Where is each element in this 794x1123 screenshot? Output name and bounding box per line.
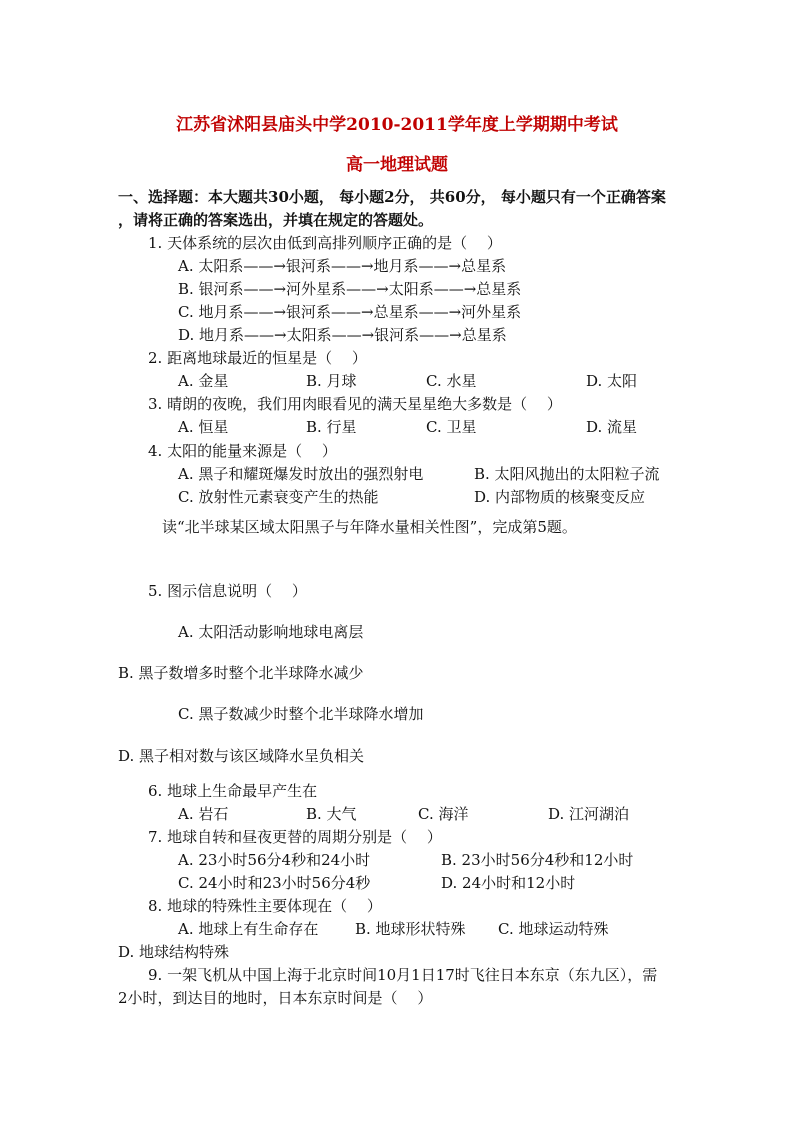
question-4-option-a: A. 黑子和耀斑爆发时放出的强烈射电 [178,465,424,483]
question-8-option-a: A. 地球上有生命存在 [178,920,319,938]
section-heading-line1: 一、选择题：本大题共30小题， 每小题2分， 共60分， 每小题只有一个正确答案 [118,188,666,206]
question-5-option-c: C. 黑子数减少时整个北半球降水增加 [178,705,424,723]
question-3-option-b: B. 行星 [306,418,357,436]
exam-title: 江苏省沭阳县庙头中学2010-2011学年度上学期期中考试 [176,115,618,135]
question-5-option-a: A. 太阳活动影响地球电离层 [178,623,364,641]
question-9-line2: 2小时，到达目的地时，日本东京时间是（ ） [118,989,433,1007]
question-6-option-c: C. 海洋 [418,805,469,823]
question-1-option-d: D. 地月系——→太阳系——→银河系——→总星系 [178,326,507,344]
question-2-option-a: A. 金星 [178,372,229,390]
question-4-stem: 4. 太阳的能量来源是（ ） [148,442,337,460]
question-6-option-a: A. 岩石 [178,805,229,823]
question-7-option-b: B. 23小时56分4秒和12小时 [441,851,634,869]
question-4-option-b: B. 太阳风抛出的太阳粒子流 [474,465,660,483]
question-4-option-c: C. 放射性元素衰变产生的热能 [178,488,379,506]
question-1-option-c: C. 地月系——→银河系——→总星系——→河外星系 [178,303,522,321]
question-2-option-b: B. 月球 [306,372,357,390]
question-3-option-c: C. 卫星 [426,418,477,436]
question-1-option-a: A. 太阳系——→银河系——→地月系——→总星系 [178,257,507,275]
question-7-stem: 7. 地球自转和昼夜更替的周期分别是（ ） [148,828,442,846]
question-5-stem: 5. 图示信息说明（ ） [148,582,307,600]
question-1-option-b: B. 银河系——→河外星系——→太阳系——→总星系 [178,280,522,298]
question-3-option-a: A. 恒星 [178,418,229,436]
question-2-option-c: C. 水星 [426,372,477,390]
question-1-stem: 1. 天体系统的层次由低到高排列顺序正确的是（ ） [148,234,502,252]
reading-instruction: 读“北半球某区域太阳黑子与年降水量相关性图”，完成第5题。 [162,518,577,536]
question-9-line1: 9. 一架飞机从中国上海于北京时间10月1日17时飞往日本东京（东九区），需 [148,966,658,984]
question-4-option-d: D. 内部物质的核聚变反应 [474,488,646,506]
question-2-option-d: D. 太阳 [586,372,638,390]
question-3-stem: 3. 晴朗的夜晚，我们用肉眼看见的满天星星绝大多数是（ ） [148,395,562,413]
question-8-option-c: C. 地球运动特殊 [498,920,609,938]
question-8-option-b: B. 地球形状特殊 [355,920,466,938]
question-8-stem: 8. 地球的特殊性主要体现在（ ） [148,897,382,915]
question-7-option-d: D. 24小时和12小时 [441,874,576,892]
exam-subtitle: 高一地理试题 [346,155,448,175]
question-6-stem: 6. 地球上生命最早产生在 [148,782,318,800]
question-5-option-b: B. 黑子数增多时整个北半球降水减少 [118,664,364,682]
question-3-option-d: D. 流星 [586,418,638,436]
question-7-option-c: C. 24小时和23小时56分4秒 [178,874,371,892]
question-6-option-d: D. 江河湖泊 [548,805,630,823]
question-6-option-b: B. 大气 [306,805,357,823]
question-5-option-d: D. 黑子相对数与该区域降水呈负相关 [118,747,365,765]
section-heading-line2: ，请将正确的答案选出，并填在规定的答题处。 [118,211,434,229]
question-8-option-d: D. 地球结构特殊 [118,943,230,961]
question-7-option-a: A. 23小时56分4秒和24小时 [178,851,371,869]
question-2-stem: 2. 距离地球最近的恒星是（ ） [148,349,367,367]
